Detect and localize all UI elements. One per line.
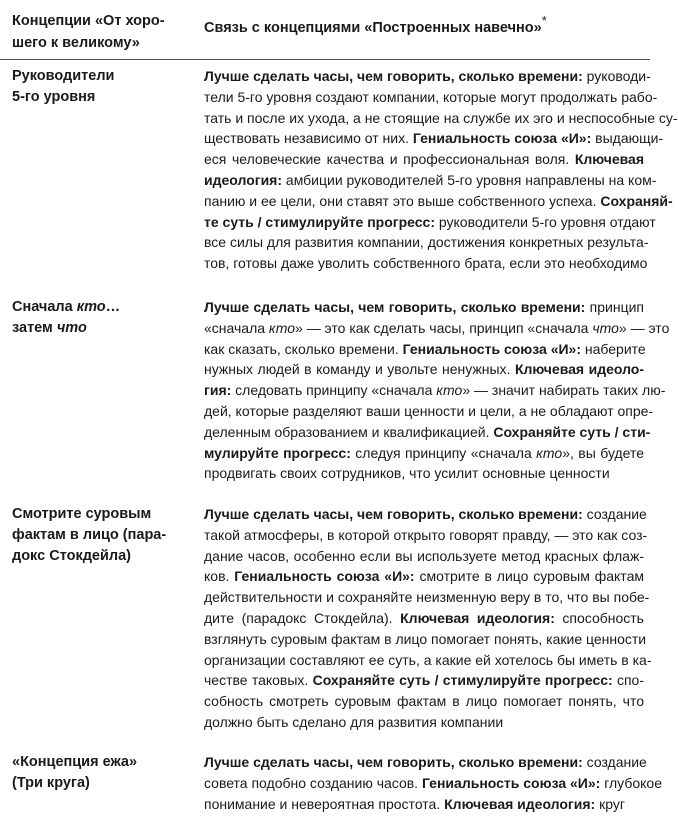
text-run: как сказать, сколько времени. (204, 340, 403, 357)
text-run: дите (парадокс Стокдейла). (204, 609, 401, 626)
text-run: наберите (581, 340, 646, 357)
text-line (204, 66, 651, 87)
text-line (204, 650, 652, 671)
bold-run: Сохраняй- (600, 192, 673, 209)
text-run: понимание и невероятная простота. (204, 795, 445, 812)
text-run: создание (582, 506, 647, 522)
header-links-title: Связь с концепциями «Построенных навечно» (204, 20, 542, 36)
italic-run: кто (268, 319, 295, 336)
text-run: продвигать своих сотрудников, что усилит основные ценности (204, 465, 610, 482)
text-line (204, 752, 647, 773)
bold-run: Лучше сделать часы, чем говорить, сколько времени: (204, 506, 583, 522)
text-run: все силы для развития компании, достижения конкретных результа- (204, 234, 649, 251)
text-line (204, 546, 644, 567)
text-line (204, 629, 647, 650)
text-line (204, 108, 678, 129)
bold-run: Ключевая идеология: (444, 795, 596, 812)
bold-run: Гениальность союза «И»: (234, 568, 415, 585)
header-links-column (204, 10, 644, 39)
links-cell (204, 752, 663, 814)
text-line (204, 128, 664, 149)
text-line (204, 170, 657, 191)
text-line (204, 212, 656, 233)
text-run: должно быть сделано для развития компании (204, 713, 504, 730)
concept-line: Смотрите суровым (12, 506, 152, 522)
text-run: дей, которые разделяют ваши ценности и цели, а не обладают опре- (204, 402, 654, 419)
links-cell (204, 297, 670, 484)
text-run: ществовать независимо от них. (204, 130, 413, 147)
text-line (204, 443, 644, 464)
text-run: » — значит набирать таких лю- (462, 382, 666, 399)
text-line (204, 712, 644, 733)
italic-run: что (592, 319, 619, 336)
bold-run: Ключевая идеоло- (514, 361, 644, 378)
text-line (204, 339, 644, 360)
text-run: тели 5-го уровня создают компании, которые могут продолжать рабо- (204, 88, 658, 105)
bold-run: Лучше сделать часы, чем говорить, сколько времени: (204, 299, 586, 315)
text-run: создание (582, 754, 647, 770)
concept-line: (Три круга) (12, 775, 90, 791)
concept-line: Руководители (12, 68, 115, 84)
concept-line: фактам в лицо (пара- (12, 527, 167, 543)
bold-run: Гениальность союза «И»: (402, 340, 581, 357)
italic-run: кто (436, 382, 463, 399)
text-line (204, 504, 647, 525)
text-run: собность смотреть суровым фактам в лицо помогает понять, что (204, 693, 644, 710)
concept-cell (12, 504, 192, 567)
text-line (204, 232, 649, 253)
text-run: руководи- (582, 68, 651, 84)
text-run: дание часов, особенно если вы используете метод красных флаж- (204, 547, 644, 564)
footnote-asterisk: * (541, 13, 547, 28)
text-line (204, 297, 644, 318)
bold-run: Гениальность союза «И»: (421, 774, 601, 791)
text-run: » — это (618, 319, 670, 336)
text-run: смотрите в лицо суровым фактам (414, 568, 644, 585)
text-line (204, 191, 673, 212)
text-run: деленным образованием и квалификацией. (204, 423, 494, 440)
links-cell (204, 66, 678, 274)
text-run: следуя принципу «сначала (350, 444, 537, 461)
text-run: способность (554, 609, 644, 626)
bold-run: гия: (204, 382, 232, 399)
concept-cell (12, 297, 192, 339)
text-run: » — это как сделать часы, принцип «сначала (294, 319, 593, 336)
text-line (204, 525, 648, 546)
text-line (204, 794, 644, 815)
bold-run: Ключевая (574, 151, 644, 168)
text-line (204, 691, 644, 712)
bold-run: Гениальность союза «И»: (412, 130, 592, 147)
text-run: совета подобно созданию часов. (204, 774, 422, 791)
text-line (204, 422, 651, 443)
text-line (204, 608, 644, 629)
bold-run: Сохраняйте суть / сти- (493, 423, 651, 440)
text-run: спо- (612, 672, 645, 689)
concept-line: 5-го уровня (12, 89, 96, 105)
header-rule (0, 59, 650, 60)
bold-run: Лучше сделать часы, чем говорить, сколько времени: (204, 68, 583, 84)
header-concepts-line: Концепции «От хоро- (12, 13, 165, 29)
links-cell (204, 504, 652, 733)
text-run: руководители 5-го уровня отдают (435, 213, 656, 230)
text-run: нужных людей в команду и увольте ненужных. (204, 361, 515, 378)
text-run: амбиции руководителей 5-го уровня направлены на ком- (282, 171, 657, 188)
text-line (204, 253, 648, 274)
concept-line: «Концепция ежа» (12, 754, 138, 770)
concept-line: докс Стокдейла) (12, 548, 132, 564)
text-run: глубокое (600, 774, 663, 791)
text-line (204, 380, 666, 401)
table-header (0, 0, 650, 58)
text-line (204, 401, 654, 422)
text-run: действительности и сохраняйте неизменную веру в то, что вы побе- (204, 589, 650, 606)
text-run: круг (595, 795, 625, 812)
text-line (204, 318, 670, 339)
bold-run: мулируйте прогресс: (204, 444, 351, 461)
text-run: такой атмосферы, в которой открыто говорят правду, — это как соз- (204, 526, 648, 543)
text-line (204, 670, 644, 691)
text-line (204, 566, 644, 587)
text-run: тать и после их ухода, а не стоящие на службе их эго и неспособные су- (204, 109, 678, 126)
concept-cell (12, 66, 192, 108)
text-line (204, 87, 658, 108)
text-run: взглянуть суровым фактам в лицо помогает понять, какие ценности (204, 630, 647, 647)
text-run: », вы будете (562, 444, 645, 461)
bold-run: те суть / стимулируйте прогресс: (204, 213, 435, 230)
text-line (204, 359, 644, 380)
concept-cell (12, 752, 192, 794)
text-run: тов, готовы даже уволить собственного брата, если это необходимо (204, 255, 648, 272)
text-line (204, 149, 644, 170)
header-concepts-line: шего к великому» (12, 35, 140, 51)
text-run: ков. (204, 568, 235, 585)
header-concepts-column (12, 10, 192, 54)
bold-run: идеология: (204, 171, 283, 188)
text-run: панию и ее цели, они ставят это выше собственного успеха. (204, 192, 601, 209)
concept-line: Сначала кто… (12, 299, 121, 315)
text-line (204, 587, 650, 608)
text-run: еся человеческие качества и профессиональная воля. (204, 151, 575, 168)
text-line (204, 463, 644, 484)
bold-run: Сохраняйте суть / стимулируйте прогресс: (312, 672, 613, 689)
text-run: следовать принципу «сначала (231, 382, 437, 399)
bold-run: Ключевая идеология: (400, 609, 555, 626)
text-run: «сначала (204, 319, 269, 336)
text-run: принцип (585, 299, 645, 315)
bold-run: Лучше сделать часы, чем говорить, сколько времени: (204, 754, 583, 770)
concept-line: затем что (12, 320, 87, 336)
text-line (204, 773, 663, 794)
text-run: честве таковых. (204, 672, 313, 689)
text-run: организации составляют ее суть, а какие ей хотелось бы иметь в ка- (204, 651, 652, 668)
text-run: выдающи- (591, 130, 664, 147)
italic-run: кто (536, 444, 563, 461)
